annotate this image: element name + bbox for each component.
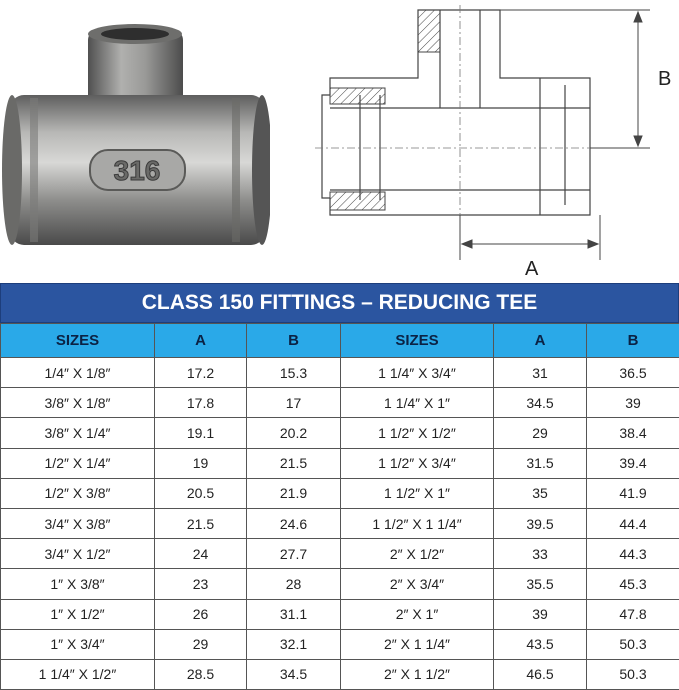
cell-b: 39 (587, 388, 679, 418)
header-sizes: SIZES (1, 324, 155, 358)
table-title: CLASS 150 FITTINGS – REDUCING TEE (0, 283, 679, 323)
table-row (1, 388, 679, 418)
cell-a: 39 (494, 599, 587, 629)
cell-b: 27.7 (247, 539, 341, 569)
cell-a: 20.5 (155, 478, 247, 508)
cell-size: 1/4″ X 1/8″ (1, 358, 155, 388)
table-row (1, 539, 679, 569)
cell-size: 1 1/2″ X 1″ (341, 478, 494, 508)
photo-marking: 316 (114, 155, 161, 186)
table-row (1, 358, 679, 388)
cell-b: 20.2 (247, 418, 341, 448)
table-row (1, 629, 679, 659)
table-row (1, 659, 679, 689)
header-b: B (247, 324, 341, 358)
cell-b: 38.4 (587, 418, 679, 448)
product-header (0, 0, 679, 283)
cell-size: 2″ X 3/4″ (341, 569, 494, 599)
cell-size: 2″ X 1″ (341, 599, 494, 629)
cell-size: 1/2″ X 1/4″ (1, 448, 155, 478)
cell-a: 24 (155, 539, 247, 569)
cell-a: 19 (155, 448, 247, 478)
tee-dimension-drawing (300, 0, 679, 283)
cell-a: 31.5 (494, 448, 587, 478)
header-sizes: SIZES (341, 324, 494, 358)
cell-size: 1 1/4″ X 3/4″ (341, 358, 494, 388)
cell-a: 43.5 (494, 629, 587, 659)
cell-b: 44.4 (587, 508, 679, 538)
cell-a: 29 (494, 418, 587, 448)
cell-size: 1 1/4″ X 1/2″ (1, 659, 155, 689)
cell-b: 24.6 (247, 508, 341, 538)
cell-b: 44.3 (587, 539, 679, 569)
cell-b: 34.5 (247, 659, 341, 689)
cell-b: 36.5 (587, 358, 679, 388)
cell-a: 46.5 (494, 659, 587, 689)
cell-b: 41.9 (587, 478, 679, 508)
table-header-row (1, 324, 679, 358)
cell-b: 15.3 (247, 358, 341, 388)
cell-a: 33 (494, 539, 587, 569)
cell-size: 1 1/2″ X 1/2″ (341, 418, 494, 448)
dimension-a-label: A (525, 258, 539, 280)
cell-b: 21.5 (247, 448, 341, 478)
cell-size: 1″ X 3/4″ (1, 629, 155, 659)
cell-size: 1 1/2″ X 3/4″ (341, 448, 494, 478)
table-row (1, 418, 679, 448)
cell-a: 19.1 (155, 418, 247, 448)
cell-b: 17 (247, 388, 341, 418)
cell-a: 26 (155, 599, 247, 629)
cell-b: 32.1 (247, 629, 341, 659)
cell-size: 1/2″ X 3/8″ (1, 478, 155, 508)
table-row (1, 599, 679, 629)
cell-size: 3/8″ X 1/4″ (1, 418, 155, 448)
cell-size: 3/4″ X 3/8″ (1, 508, 155, 538)
cell-size: 1″ X 1/2″ (1, 599, 155, 629)
cell-b: 39.4 (587, 448, 679, 478)
cell-size: 1″ X 3/8″ (1, 569, 155, 599)
cell-a: 35 (494, 478, 587, 508)
cell-b: 50.3 (587, 629, 679, 659)
dimension-b-label: B (658, 68, 671, 90)
table-row (1, 448, 679, 478)
reducing-tee-photo (0, 20, 270, 260)
cell-a: 35.5 (494, 569, 587, 599)
cell-a: 23 (155, 569, 247, 599)
cell-size: 1 1/2″ X 1 1/4″ (341, 508, 494, 538)
header-a: A (155, 324, 247, 358)
cell-a: 17.8 (155, 388, 247, 418)
cell-b: 21.9 (247, 478, 341, 508)
cell-size: 1 1/4″ X 1″ (341, 388, 494, 418)
cell-a: 17.2 (155, 358, 247, 388)
header-b: B (587, 324, 679, 358)
dimension-table (0, 283, 679, 685)
cell-b: 28 (247, 569, 341, 599)
table-row (1, 508, 679, 538)
cell-b: 45.3 (587, 569, 679, 599)
table-row (1, 478, 679, 508)
cell-b: 50.3 (587, 659, 679, 689)
header-a: A (494, 324, 587, 358)
cell-b: 47.8 (587, 599, 679, 629)
cell-a: 34.5 (494, 388, 587, 418)
cell-size: 2″ X 1 1/4″ (341, 629, 494, 659)
cell-size: 3/8″ X 1/8″ (1, 388, 155, 418)
size-table (0, 323, 679, 690)
cell-size: 3/4″ X 1/2″ (1, 539, 155, 569)
cell-size: 2″ X 1/2″ (341, 539, 494, 569)
cell-a: 21.5 (155, 508, 247, 538)
cell-a: 31 (494, 358, 587, 388)
cell-a: 28.5 (155, 659, 247, 689)
cell-b: 31.1 (247, 599, 341, 629)
table-row (1, 569, 679, 599)
cell-a: 39.5 (494, 508, 587, 538)
cell-a: 29 (155, 629, 247, 659)
cell-size: 2″ X 1 1/2″ (341, 659, 494, 689)
